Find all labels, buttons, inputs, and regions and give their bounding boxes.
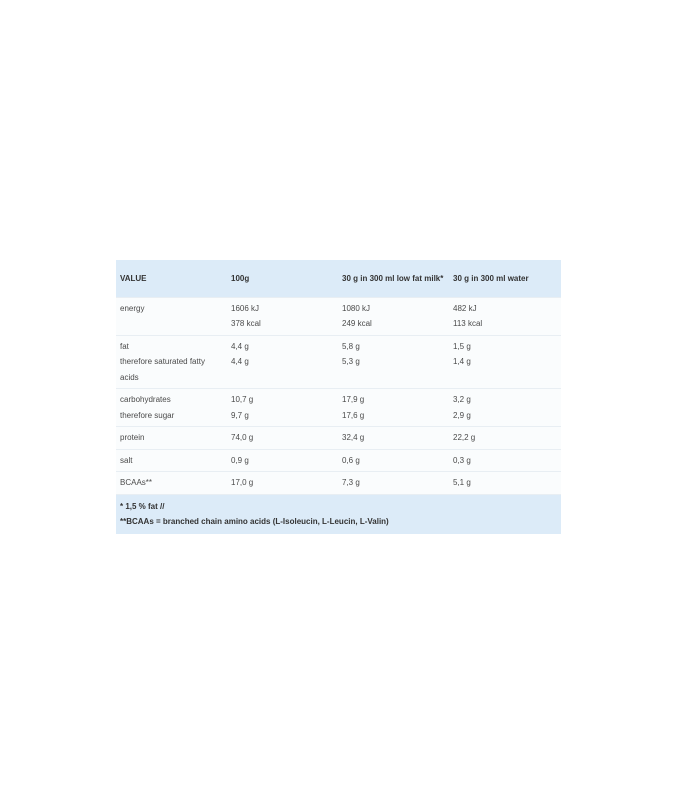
value-water: 22,2 g [453, 433, 476, 442]
value-milk: 17,6 g [342, 410, 365, 420]
value-milk-cell [338, 297, 449, 335]
nutrition-table-container [116, 260, 561, 534]
value-milk-cell [338, 335, 449, 389]
value-water: 113 kcal [453, 319, 483, 328]
nutrient-name-cell [116, 472, 227, 495]
value-milk: 17,9 g [342, 395, 365, 404]
nutrient-name: protein [120, 433, 145, 442]
value-100g: 17,0 g [231, 478, 254, 487]
nutrient-name: fat [120, 341, 129, 351]
nutrient-name: carbohydrates [120, 395, 171, 404]
value-water: 5,1 g [453, 478, 471, 487]
value-water: 1,4 g [453, 357, 471, 366]
value-water-cell [449, 389, 561, 427]
value-100g-cell [227, 472, 338, 495]
value-water-cell [449, 427, 561, 450]
table-row [116, 297, 561, 335]
footnote-cell [116, 494, 561, 534]
value-water: 2,9 g [453, 410, 471, 420]
value-milk-cell [338, 427, 449, 450]
value-milk: 249 kcal [342, 319, 372, 328]
table-row [116, 472, 561, 495]
value-100g-cell [227, 449, 338, 472]
header-milk: 30 g in 300 ml low fat milk* [338, 260, 449, 297]
value-water: 1,5 g [453, 341, 471, 351]
nutrient-name-cell [116, 389, 227, 427]
value-100g: 378 kcal [231, 319, 261, 328]
value-milk: 5,3 g [342, 357, 360, 366]
value-water-cell [449, 297, 561, 335]
table-row [116, 449, 561, 472]
value-milk: 7,3 g [342, 478, 360, 487]
value-100g: 74,0 g [231, 433, 254, 442]
nutrient-name-cell [116, 297, 227, 335]
value-100g-cell [227, 297, 338, 335]
value-100g: 9,7 g [231, 410, 249, 420]
value-water-cell [449, 449, 561, 472]
value-100g: 0,9 g [231, 455, 249, 465]
header-value: VALUE [116, 260, 227, 297]
nutrient-name-cell [116, 335, 227, 389]
table-header-row [116, 260, 561, 297]
value-100g-cell [227, 389, 338, 427]
value-water-cell [449, 472, 561, 495]
table-row [116, 389, 561, 427]
value-100g-cell [227, 427, 338, 450]
value-100g: 4,4 g [231, 357, 249, 366]
value-100g: 10,7 g [231, 395, 254, 404]
nutrient-name: therefore sugar [120, 410, 175, 420]
header-100g: 100g [227, 260, 338, 297]
value-milk: 5,8 g [342, 341, 360, 351]
value-water: 0,3 g [453, 455, 471, 465]
table-row [116, 427, 561, 450]
nutrient-name: energy [120, 303, 145, 313]
value-milk-cell [338, 472, 449, 495]
header-water: 30 g in 300 ml water [449, 260, 561, 297]
value-100g: 1606 kJ [231, 303, 260, 313]
table-row [116, 335, 561, 389]
value-milk: 32,4 g [342, 433, 365, 442]
footnote-row [116, 494, 561, 534]
value-water: 3,2 g [453, 395, 471, 404]
value-milk-cell [338, 449, 449, 472]
nutrient-name-cell [116, 449, 227, 472]
value-milk: 0,6 g [342, 455, 360, 465]
value-water-cell [449, 335, 561, 389]
value-milk: 1080 kJ [342, 303, 371, 313]
value-milk-cell [338, 389, 449, 427]
nutrition-table [116, 260, 561, 534]
nutrient-name-cell [116, 427, 227, 450]
footnote-milk: * 1,5 % fat // [120, 501, 165, 511]
value-100g-cell [227, 335, 338, 389]
nutrient-name: therefore saturated fatty acids [120, 357, 205, 382]
value-water: 482 kJ [453, 303, 477, 313]
nutrient-name: salt [120, 455, 133, 465]
nutrient-name: BCAAs** [120, 478, 153, 487]
value-100g: 4,4 g [231, 341, 249, 351]
footnote-bcaa: **BCAAs = branched chain amino acids (L-Isoleucin, L-Leucin, L-Valin) [120, 517, 389, 526]
